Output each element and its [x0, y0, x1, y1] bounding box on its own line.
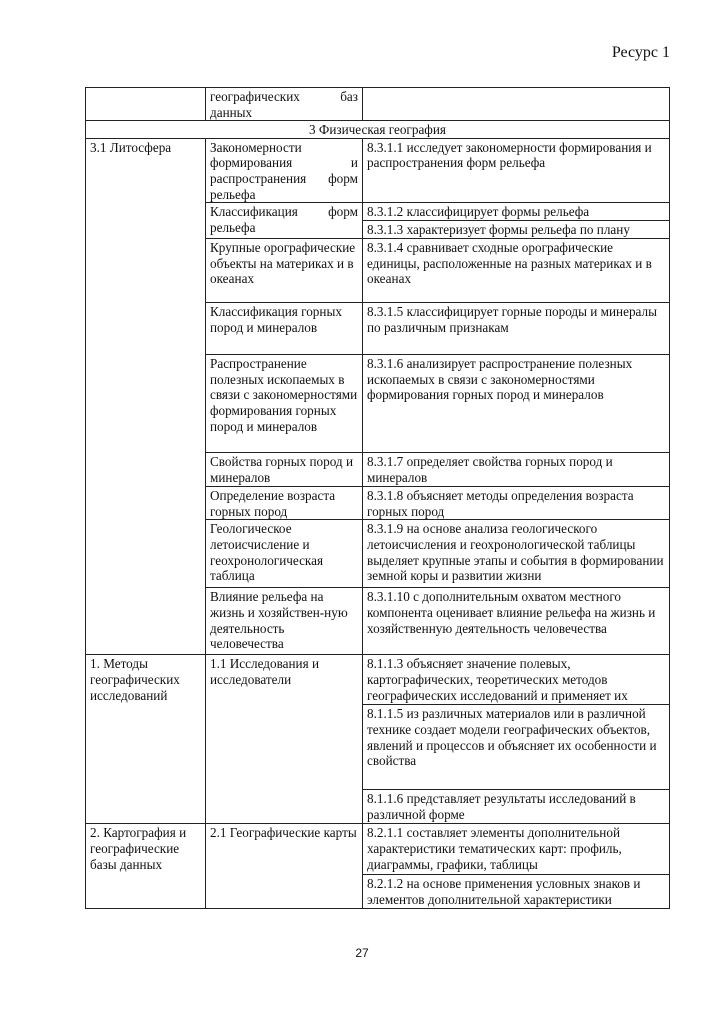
- section-cell: [86, 88, 206, 121]
- section-cell: 3.1 Литосфера: [86, 138, 206, 655]
- goal-cell: 8.3.1.3 характеризует формы рельефа по плану: [363, 221, 670, 239]
- topic-cell: Свойства горных пород и минералов: [206, 453, 363, 487]
- table-row: [86, 824, 670, 875]
- topic-cell: Распространение полезных ископаемых в связи с закономерностями формирования горных пород и минералов: [206, 355, 363, 453]
- table-row: [86, 138, 670, 202]
- goal-cell: 8.3.1.8 объясняет методы определения возраста горных пород: [363, 487, 670, 520]
- topic-cell: Закономерности формирования и распространения форм рельефа: [206, 138, 363, 202]
- topic-cell: Классификация форм рельефа: [206, 203, 363, 239]
- goal-cell: 8.2.1.1 составляет элементы дополнительной характеристики тематических карт: профиль, диаграммы, графики, таблицы: [363, 824, 670, 875]
- page-number: 27: [355, 946, 369, 960]
- goal-cell: 8.3.1.10 с дополнительным охватом местного компонента оценивает влияние рельефа на жизнь и хозяйственную деятельность человечества: [363, 588, 670, 655]
- goal-cell: 8.3.1.6 анализирует распространение полезных ископаемых в связи с закономерностями формирования горных пород и минералов: [363, 355, 670, 453]
- topic-cell: 2.1 Географические карты: [206, 824, 363, 909]
- goal-cell: [363, 88, 670, 121]
- section-header: 3 Физическая география: [86, 121, 670, 139]
- topic-cell: Классификация горных пород и минералов: [206, 303, 363, 355]
- curriculum-table: [85, 87, 670, 909]
- goal-cell: 8.3.1.5 классифицирует горные породы и минералы по различным признакам: [363, 303, 670, 355]
- goal-cell: 8.3.1.4 сравнивает сходные орографические единицы, расположенные на разных материках и в океанах: [363, 239, 670, 303]
- resource-label: Ресурс 1: [611, 44, 670, 61]
- topic-cell: Крупные орографические объекты на материках и в океанах: [206, 239, 363, 303]
- topic-cell: Влияние рельефа на жизнь и хозяйствен-ную деятельность человечества: [206, 588, 363, 655]
- section-cell: 2. Картография и географические базы данных: [86, 824, 206, 909]
- section-cell: 1. Методы географических исследований: [86, 655, 206, 824]
- goal-cell: 8.3.1.2 классифицирует формы рельефа: [363, 203, 670, 221]
- topic-cell: Определение возраста горных пород: [206, 487, 363, 520]
- topic-cell: географических баз данных: [206, 88, 363, 121]
- topic-cell: Геологическое летоисчисление и геохронологическая таблица: [206, 520, 363, 588]
- goal-cell: 8.3.1.7 определяет свойства горных пород и минералов: [363, 453, 670, 487]
- goal-cell: 8.1.1.5 из различных материалов или в различной технике создает модели географических объектов, явлений и процессов и объясняет их особенности и свойства: [363, 705, 670, 790]
- goal-cell: 8.1.1.6 представляет результаты исследований в различной форме: [363, 790, 670, 824]
- goal-cell: 8.3.1.9 на основе анализа геологического летоисчисления и геохронологической таблицы выделяет крупные этапы и события в формировании земной коры и развитии жизни: [363, 520, 670, 588]
- goal-cell: 8.1.1.3 объясняет значение полевых, картографических, теоретических методов географических исследований и применяет их: [363, 655, 670, 705]
- section-header-row: [86, 121, 670, 139]
- topic-cell: 1.1 Исследования и исследователи: [206, 655, 363, 824]
- goal-cell: 8.2.1.2 на основе применения условных знаков и элементов дополнительной характеристики: [363, 875, 670, 909]
- table-row: [86, 655, 670, 705]
- table-row: [86, 88, 670, 121]
- goal-cell: 8.3.1.1 исследует закономерности формирования и распространения форм рельефа: [363, 138, 670, 202]
